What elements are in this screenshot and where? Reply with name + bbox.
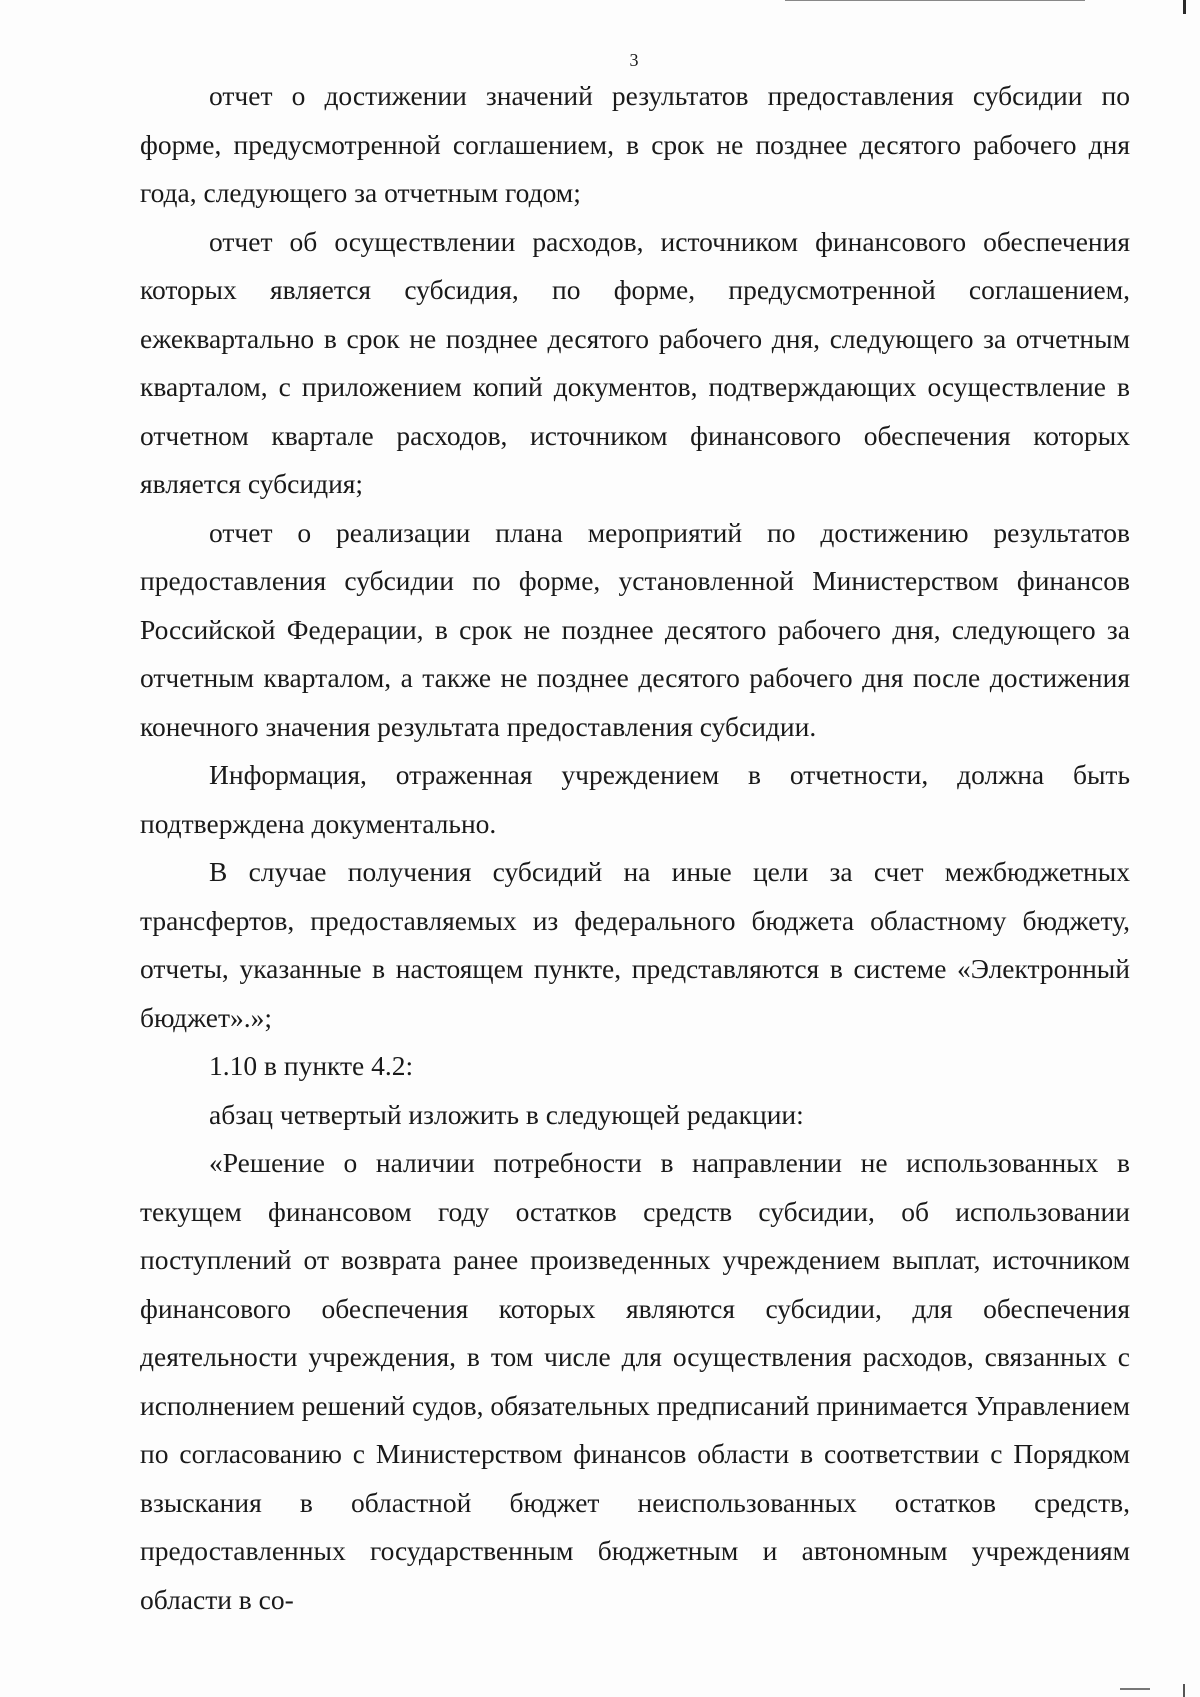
page-number: 3 xyxy=(629,50,639,70)
scan-artifact-bottom-edge xyxy=(1183,1684,1185,1697)
document-body xyxy=(140,72,1130,1624)
paragraph-decision: «Решение о наличии потребности в направлении не использованных в текущем финансовом году остатков средств субсидии, об использовании поступлений от возврата ранее произведенных учреждением выплат, источником финансового обеспечения которых являются субсидии, для обеспечения деятельности учреждения, в том числе для осуществления расходов, связанных с исполнением решений судов, обязательных предписаний принимается Управлением по согласованию с Министерством финансов области в соответствии с Порядком взыскания в областной бюджет неиспользованных остатков средств, предоставленных государственным бюджетным и автономным учреждениям области в со- xyxy=(140,1147,1130,1615)
paragraph-report-plan: отчет о реализации плана мероприятий по достижению результатов предоставления субсидии по форме, установленной Министерством финансов Российской Федерации, в срок не позднее десятого рабочего дня, следующего за отчетным кварталом, а также не позднее десятого рабочего дня после достижения конечного значения результата предоставления субсидии. xyxy=(140,516,1130,742)
paragraph-report-expenses: отчет об осуществлении расходов, источником финансового обеспечения которых является субсидия, по форме, предусмотренной соглашением, ежеквартально в срок не позднее десятого рабочего дня, следующего за отчетным кварталом, с приложением копий документов, подтверждающих осуществление в отчетном квартале расходов, источником финансового обеспечения которых является субсидия; xyxy=(140,225,1130,499)
scan-artifact-top-line xyxy=(785,0,1085,1)
paragraph-item-1-10: 1.10 в пункте 4.2: xyxy=(209,1050,414,1081)
scan-artifact-bottom-right xyxy=(1120,1688,1150,1690)
paragraph-fourth-abzac: абзац четвертый изложить в следующей редакции: xyxy=(209,1098,804,1130)
paragraph-report-results: отчет о достижении значений результатов предоставления субсидии по форме, предусмотренной соглашением, в срок не позднее десятого рабочего дня года, следующего за отчетным годом; xyxy=(140,80,1130,208)
paragraph-information-confirmed: Информация, отраженная учреждением в отчетности, должна быть подтверждена документально. xyxy=(140,759,1130,839)
paragraph-federal-transfers: В случае получения субсидий на иные цели за счет межбюджетных трансфертов, предоставляемых из федерального бюджета областному бюджету, отчеты, указанные в настоящем пункте, представляются в системе «Электронный бюджет».»; xyxy=(140,856,1130,1033)
scan-artifact-top-right xyxy=(1183,0,1186,14)
